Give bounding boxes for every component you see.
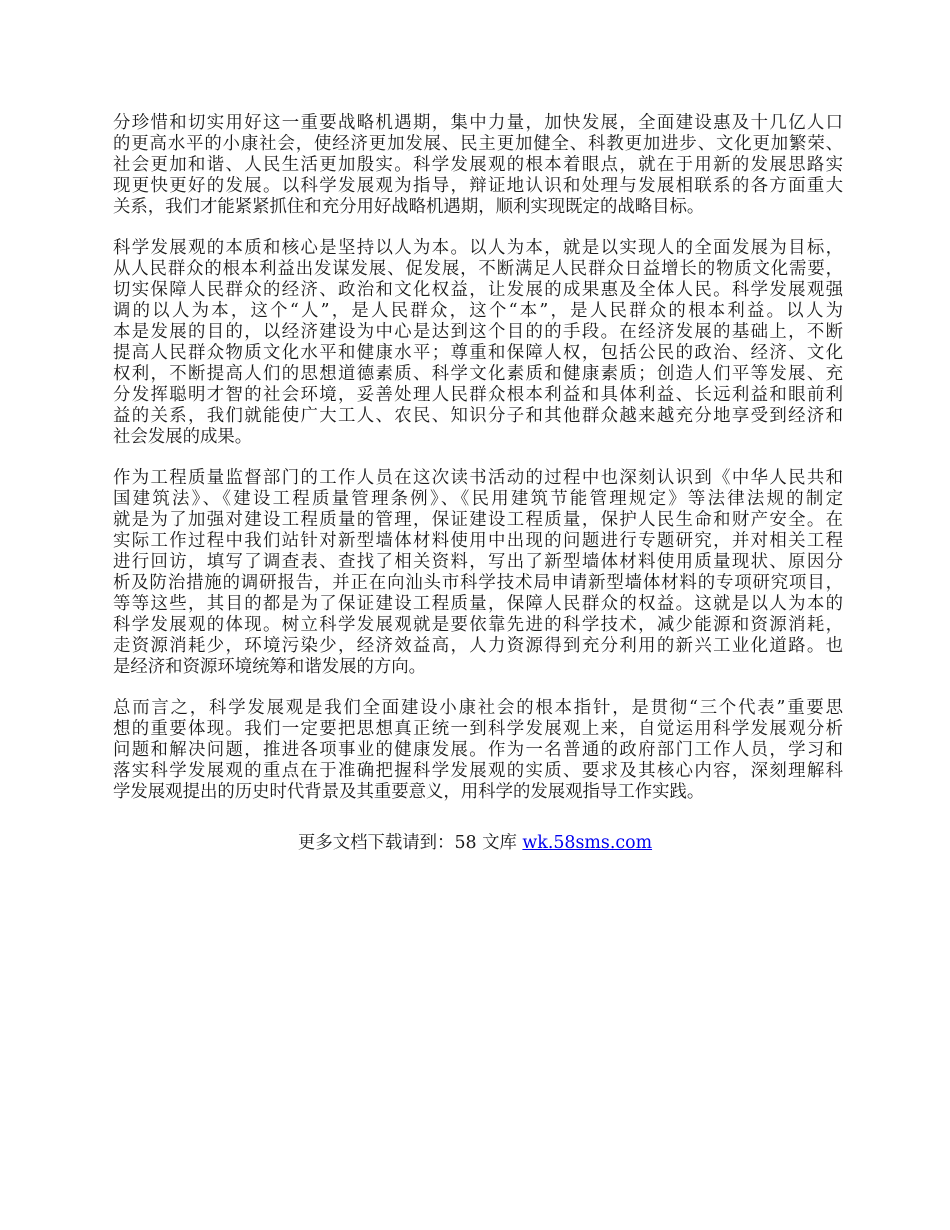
text-line: 调的以人为本，这个“人”，是人民群众，这个“本”，是人民群众的根本利益。以人为	[113, 301, 843, 321]
text-line: 实际工作过程中我们站针对新型墙体材料使用中出现的问题进行专题研究，并对相关工程	[113, 531, 843, 551]
paragraph-1	[113, 113, 843, 218]
text-line: 本是发展的目的，以经济建设为中心是达到这个目的的手段。在经济发展的基础上，不断	[113, 322, 843, 342]
text-line: 现更快更好的发展。以科学发展观为指导，辩证地认识和处理与发展相联系的各方面重大	[113, 176, 843, 196]
text-line: 权利，不断提高人们的思想道德素质、科学文化素质和健康素质；创造人们平等发展、充	[113, 364, 843, 384]
text-line: 的更高水平的小康社会，使经济更加发展、民主更加健全、科教更加进步、文化更加繁荣、	[113, 134, 843, 154]
text-line: 从人民群众的根本利益出发谋发展、促发展，不断满足人民群众日益增长的物质文化需要，	[113, 259, 843, 279]
text-line: 总而言之，科学发展观是我们全面建设小康社会的根本指针，是贯彻“三个代表”重要思	[113, 698, 843, 718]
text-line: 作为工程质量监督部门的工作人员在这次读书活动的过程中也深刻认识到《中华人民共和	[113, 468, 843, 488]
text-line: 走资源消耗少，环境污染少，经济效益高，人力资源得到充分利用的新兴工业化道路。也	[113, 636, 843, 656]
text-line: 国建筑法》、《建设工程质量管理条例》、《民用建筑节能管理规定》等法律法规的制定	[113, 489, 843, 509]
document-body	[113, 113, 843, 823]
text-line: 想的重要体现。我们一定要把思想真正统一到科学发展观上来，自觉运用科学发展观分析	[113, 719, 843, 739]
text-line: 提高人民群众物质文化水平和健康水平；尊重和保障人权，包括公民的政治、经济、文化	[113, 343, 843, 363]
text-line: 分发挥聪明才智的社会环境，妥善处理人民群众根本利益和具体利益、长远利益和眼前利	[113, 385, 843, 405]
text-line: 科学发展观的体现。树立科学发展观就是要依靠先进的科学技术，减少能源和资源消耗，	[113, 615, 843, 635]
paragraph-2	[113, 238, 843, 448]
text-line: 问题和解决问题，推进各项事业的健康发展。作为一名普通的政府部门工作人员，学习和	[113, 740, 843, 760]
footer-prefix-text: 更多文档下载请到：58 文库	[297, 833, 523, 853]
text-line: 进行回访，填写了调查表、查找了相关资料，写出了新型墙体材料使用质量现状、原因分	[113, 552, 843, 572]
text-line: 社会发展的成果。	[113, 427, 253, 447]
footer-download-link[interactable]: wk.58sms.com	[522, 833, 653, 853]
text-line: 析及防治措施的调研报告，并正在向汕头市科学技术局申请新型墙体材料的专项研究项目，	[113, 573, 843, 593]
text-line: 关系，我们才能紧紧抓住和充分用好战略机遇期，顺利实现既定的战略目标。	[113, 197, 705, 217]
paragraph-3	[113, 468, 843, 678]
text-line: 社会更加和谐、人民生活更加殷实。科学发展观的根本着眼点，就在于用新的发展思路实	[113, 155, 843, 175]
text-line: 科学发展观的本质和核心是坚持以人为本。以人为本，就是以实现人的全面发展为目标，	[113, 238, 843, 258]
download-footer	[0, 833, 950, 854]
text-line: 落实科学发展观的重点在于准确把握科学发展观的实质、要求及其核心内容，深刻理解科	[113, 761, 843, 781]
text-line: 切实保障人民群众的经济、政治和文化权益，让发展的成果惠及全体人民。科学发展观强	[113, 280, 843, 300]
text-line: 等等这些，其目的都是为了保证建设工程质量，保障人民群众的权益。这就是以人为本的	[113, 594, 843, 614]
paragraph-4	[113, 698, 843, 803]
text-line: 是经济和资源环境统筹和谐发展的方向。	[113, 657, 427, 677]
text-line: 益的关系，我们就能使广大工人、农民、知识分子和其他群众越来越充分地享受到经济和	[113, 406, 843, 426]
text-line: 就是为了加强对建设工程质量的管理，保证建设工程质量，保护人民生命和财产安全。在	[113, 510, 843, 530]
text-line: 学发展观提出的历史时代背景及其重要意义，用科学的发展观指导工作实践。	[113, 782, 705, 802]
text-line: 分珍惜和切实用好这一重要战略机遇期，集中力量，加快发展，全面建设惠及十几亿人口	[113, 113, 843, 133]
